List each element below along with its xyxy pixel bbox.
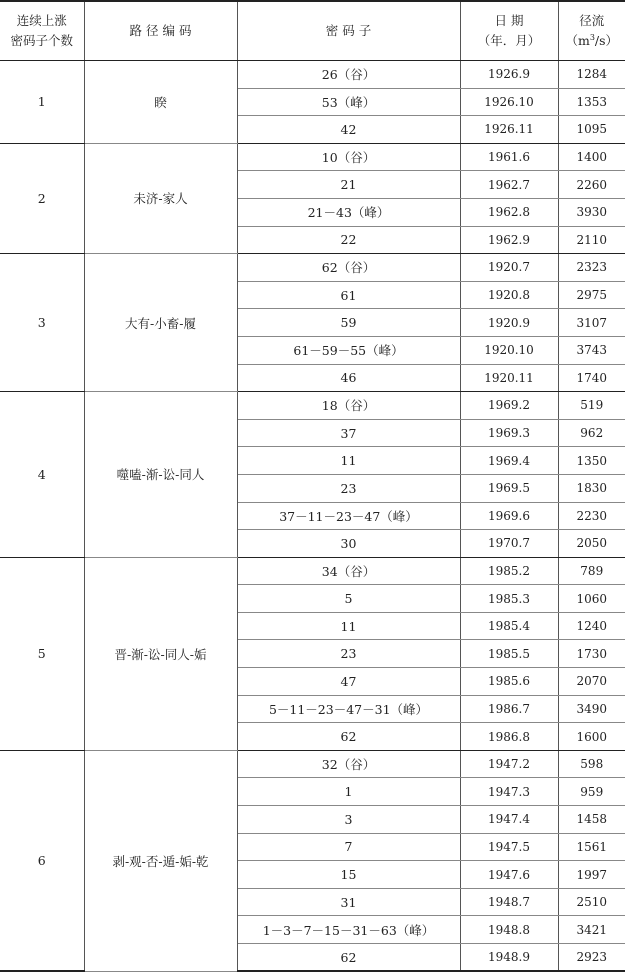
codon-cell: 7	[237, 833, 460, 861]
date-cell: 1947.3	[460, 778, 558, 806]
table-header	[0, 1, 625, 61]
flow-cell: 1284	[558, 61, 625, 89]
group-block	[0, 392, 625, 558]
group-count-cell: 3	[0, 254, 84, 392]
group-block	[0, 750, 625, 971]
codon-cell: 47	[237, 668, 460, 696]
date-cell: 1962.8	[460, 198, 558, 226]
header-flow	[558, 1, 625, 61]
header-flow-unit-b: /s）	[594, 33, 619, 48]
codon-cell: 1－3－7－15－31－63（峰）	[237, 916, 460, 944]
flow-cell: 2230	[558, 502, 625, 530]
codon-cell: 42	[237, 116, 460, 144]
flow-cell: 2050	[558, 530, 625, 558]
date-cell: 1926.9	[460, 61, 558, 89]
date-cell: 1986.7	[460, 695, 558, 723]
date-cell: 1947.4	[460, 806, 558, 834]
date-cell: 1920.9	[460, 309, 558, 337]
flow-cell: 789	[558, 557, 625, 585]
flow-cell: 1400	[558, 143, 625, 171]
date-cell: 1947.2	[460, 750, 558, 778]
codon-cell: 31	[237, 888, 460, 916]
codon-cell: 11	[237, 447, 460, 475]
flow-cell: 2510	[558, 888, 625, 916]
flow-cell: 1458	[558, 806, 625, 834]
codon-cell: 5	[237, 585, 460, 613]
header-flow-unit-sup: 3	[589, 32, 595, 42]
codon-cell: 15	[237, 861, 460, 889]
date-cell: 1961.6	[460, 143, 558, 171]
codon-cell: 32（谷）	[237, 750, 460, 778]
flow-cell: 598	[558, 750, 625, 778]
flow-cell: 3490	[558, 695, 625, 723]
table-row	[0, 557, 625, 585]
codon-cell: 21－43（峰）	[237, 198, 460, 226]
date-cell: 1920.8	[460, 281, 558, 309]
date-cell: 1926.11	[460, 116, 558, 144]
flow-cell: 2975	[558, 281, 625, 309]
codon-cell: 21	[237, 171, 460, 199]
codon-cell: 5－11－23－47－31（峰）	[237, 695, 460, 723]
flow-cell: 1240	[558, 612, 625, 640]
codon-cell: 34（谷）	[237, 557, 460, 585]
header-count	[0, 1, 84, 61]
date-cell: 1969.4	[460, 447, 558, 475]
group-block	[0, 61, 625, 144]
flow-cell: 1740	[558, 364, 625, 392]
date-cell: 1985.3	[460, 585, 558, 613]
date-cell: 1985.6	[460, 668, 558, 696]
date-cell: 1920.10	[460, 336, 558, 364]
codon-cell: 37	[237, 419, 460, 447]
table-row	[0, 61, 625, 89]
flow-cell: 1060	[558, 585, 625, 613]
table-row	[0, 143, 625, 171]
codon-cell: 53（峰）	[237, 88, 460, 116]
date-cell: 1985.2	[460, 557, 558, 585]
flow-cell: 3421	[558, 916, 625, 944]
date-cell: 1985.5	[460, 640, 558, 668]
codon-cell: 18（谷）	[237, 392, 460, 420]
codon-cell: 23	[237, 640, 460, 668]
flow-cell: 2110	[558, 226, 625, 254]
header-path-label: 路 径 编 码	[129, 23, 192, 38]
codon-cell: 46	[237, 364, 460, 392]
codon-cell: 22	[237, 226, 460, 254]
flow-cell: 3930	[558, 198, 625, 226]
flow-cell: 519	[558, 392, 625, 420]
header-date-line2: （年．月）	[477, 33, 541, 48]
date-cell: 1962.9	[460, 226, 558, 254]
date-cell: 1970.7	[460, 530, 558, 558]
date-cell: 1969.2	[460, 392, 558, 420]
flow-cell: 2923	[558, 944, 625, 972]
flow-cell: 1730	[558, 640, 625, 668]
date-cell: 1920.11	[460, 364, 558, 392]
codon-cell: 10（谷）	[237, 143, 460, 171]
date-cell: 1926.10	[460, 88, 558, 116]
group-path-cell: 大有-小畜-履	[84, 254, 237, 392]
codon-cell: 59	[237, 309, 460, 337]
date-cell: 1985.4	[460, 612, 558, 640]
date-cell: 1969.6	[460, 502, 558, 530]
date-cell: 1948.9	[460, 944, 558, 972]
group-block	[0, 557, 625, 750]
codon-cell: 11	[237, 612, 460, 640]
flow-cell: 1095	[558, 116, 625, 144]
flow-cell: 962	[558, 419, 625, 447]
header-path	[84, 1, 237, 61]
header-flow-unit-a: （m	[565, 33, 590, 48]
codon-cell: 62	[237, 944, 460, 972]
flow-cell: 959	[558, 778, 625, 806]
date-cell: 1920.7	[460, 254, 558, 282]
group-block	[0, 143, 625, 253]
header-date	[460, 1, 558, 61]
group-path-cell: 晋-渐-讼-同人-姤	[84, 557, 237, 750]
codon-cell: 62	[237, 723, 460, 751]
header-codon-label: 密 码 子	[325, 23, 372, 38]
flow-cell: 2323	[558, 254, 625, 282]
flow-cell: 1561	[558, 833, 625, 861]
group-count-cell: 4	[0, 392, 84, 558]
codon-cell: 26（谷）	[237, 61, 460, 89]
flow-cell: 1830	[558, 474, 625, 502]
header-flow-line1: 径流	[579, 13, 605, 28]
date-cell: 1962.7	[460, 171, 558, 199]
date-cell: 1969.5	[460, 474, 558, 502]
codon-cell: 37－11－23－47（峰）	[237, 502, 460, 530]
group-count-cell: 2	[0, 143, 84, 253]
group-count-cell: 5	[0, 557, 84, 750]
date-cell: 1947.6	[460, 861, 558, 889]
table-row	[0, 392, 625, 420]
flow-cell: 1353	[558, 88, 625, 116]
flow-cell: 3743	[558, 336, 625, 364]
date-cell: 1969.3	[460, 419, 558, 447]
date-cell: 1947.5	[460, 833, 558, 861]
flow-cell: 3107	[558, 309, 625, 337]
codon-cell: 23	[237, 474, 460, 502]
group-count-cell: 1	[0, 61, 84, 144]
flow-cell: 2260	[558, 171, 625, 199]
date-cell: 1948.8	[460, 916, 558, 944]
header-row	[0, 1, 625, 61]
group-path-cell: 睽	[84, 61, 237, 144]
header-count-line2: 密码子个数	[10, 33, 73, 48]
header-count-line1: 连续上涨	[16, 13, 67, 28]
table-row	[0, 750, 625, 778]
group-path-cell: 未济-家人	[84, 143, 237, 253]
codon-cell: 30	[237, 530, 460, 558]
codon-cell: 62（谷）	[237, 254, 460, 282]
table-row	[0, 254, 625, 282]
header-date-line1: 日 期	[494, 13, 524, 28]
group-block	[0, 254, 625, 392]
flow-cell: 1350	[558, 447, 625, 475]
codon-cell: 61－59－55（峰）	[237, 336, 460, 364]
date-cell: 1986.8	[460, 723, 558, 751]
codon-cell: 61	[237, 281, 460, 309]
codon-cell: 1	[237, 778, 460, 806]
flow-cell: 2070	[558, 668, 625, 696]
date-cell: 1948.7	[460, 888, 558, 916]
group-path-cell: 噬嗑-渐-讼-同人	[84, 392, 237, 558]
group-path-cell: 剥-观-否-遁-姤-乾	[84, 750, 237, 971]
header-codon	[237, 1, 460, 61]
flow-cell: 1997	[558, 861, 625, 889]
codon-cell: 3	[237, 806, 460, 834]
flow-cell: 1600	[558, 723, 625, 751]
group-count-cell: 6	[0, 750, 84, 971]
